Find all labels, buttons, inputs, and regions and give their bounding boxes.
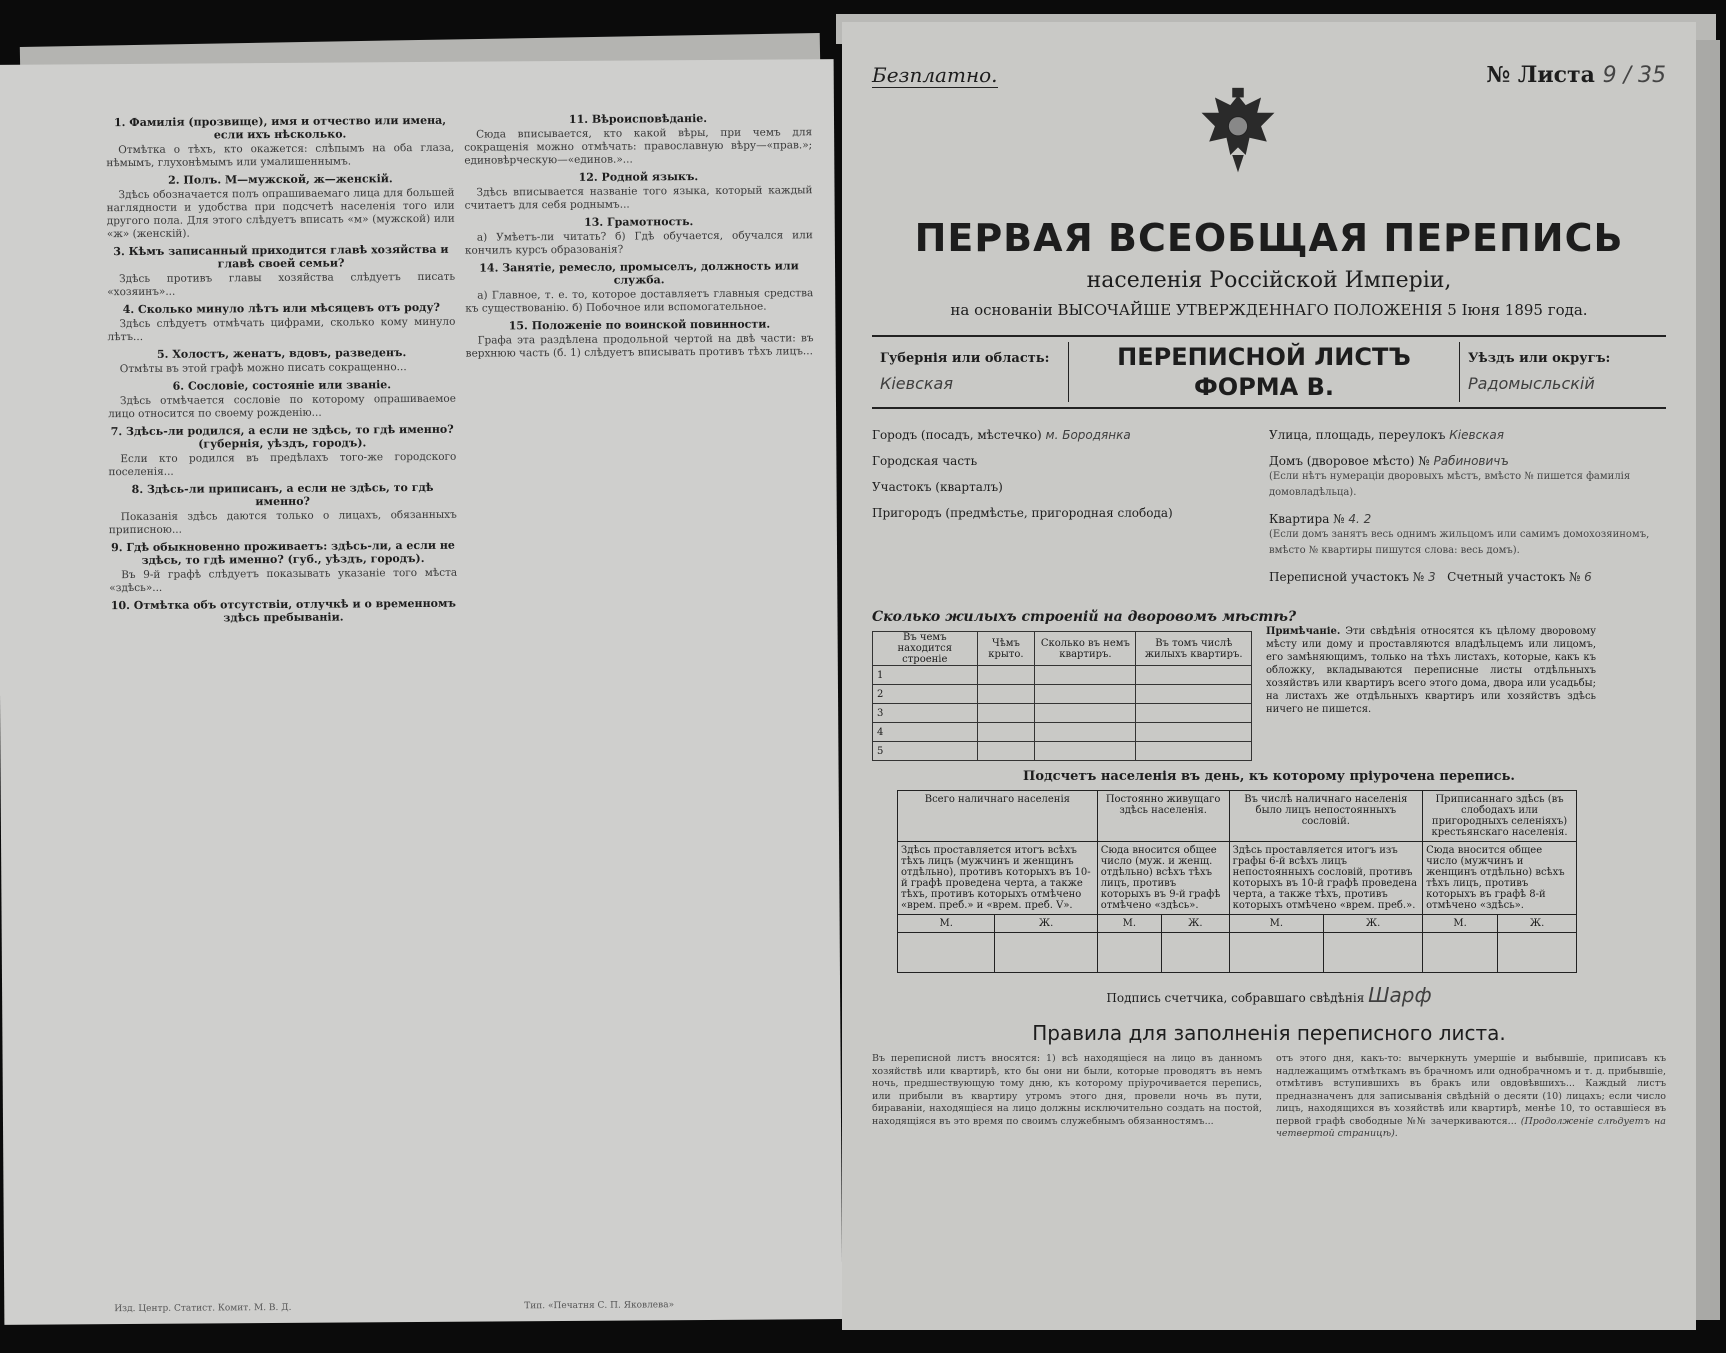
signature-label: Подпись счетчика, собравшаго свѣдѣнія	[1106, 991, 1365, 1005]
instruction-heading: 2. Полъ. М—мужской, ж—женскій.	[168, 172, 393, 187]
rules-column-1: Въ переписной листъ вносятся: 1) всѣ находящіеся на лицо въ данномъ хозяйствѣ или квартирѣ, кто бы они ни были, которые проводятъ въ немъ ночь, предшествующую тому дню, къ которому пріурочивается перепись, или прибыли въ квартиру утромъ этого дня, провели ночь въ пути, бираваніи, находящіеся на лицо должны исключительно создать на постой, находящіяся въ это время по своимъ служебнымъ обязанностямъ...	[872, 1053, 1262, 1127]
instruction-heading: 3. Кѣмъ записанный приходится главѣ хозяйства и главѣ своей семьи?	[113, 242, 449, 271]
count-header-1: Всего наличнаго населенія	[898, 791, 1098, 842]
dwellings-section	[872, 625, 1666, 761]
district-value: Радомысльскій	[1468, 374, 1595, 393]
city-part-label: Городская часть	[872, 454, 978, 468]
row-number: 5	[873, 742, 978, 761]
instruction-heading: 4. Сколько минуло лѣтъ или мѣсяцевъ отъ роду?	[122, 300, 441, 317]
form-header-bar	[872, 335, 1666, 409]
house-note: (Если нѣтъ нумераціи дворовыхъ мѣстъ, вмѣсто № пишется фамилія домовладѣльца).	[1269, 471, 1631, 498]
city-label: Городъ (посадъ, мѣстечко)	[872, 428, 1042, 442]
rules-column-2-text: отъ этого дня, какъ-то: вычеркнуть умершіе и выбывшіе, приписавъ къ надлежащимъ отмѣткамъ въ брачномъ или однобрачномъ и т. д. прибывшіе, отмѣтивъ вступившихъ въ бракъ или овдовѣвшихъ... Каждый листъ предназначенъ для записыванія свѣдѣній о десяти (10) лицахъ; если число лицъ, находящихся въ хозяйствѣ или квартирѣ, менѣе 10, то оставшіеся въ первой графѣ свободные №№ зачеркиваются...	[1276, 1053, 1666, 1127]
dwellings-table	[872, 631, 1252, 761]
instruction-heading: 13. Грамотность.	[584, 215, 694, 229]
male-label: М.	[898, 915, 995, 933]
row-number: 1	[873, 666, 978, 685]
city-value: м. Бородянка	[1045, 428, 1131, 442]
table-row	[873, 723, 1252, 742]
street-value: Кіевская	[1449, 428, 1504, 442]
instruction-heading: 9. Гдѣ обыкновенно проживаетъ: здѣсь-ли, а если не здѣсь, то гдѣ именно? (губ., уѣздъ, городъ).	[111, 538, 455, 567]
count-header-3: Въ числѣ наличнаго населенія было лицъ непостоянныхъ сословій.	[1229, 791, 1423, 842]
dwellings-table-header	[873, 632, 1252, 666]
row-number: 3	[873, 704, 978, 723]
row-number: 4	[873, 723, 978, 742]
imprint-right: Тип. «Печатня С. П. Яковлева»	[524, 1300, 675, 1312]
instruction-text: Въ 9-й графѣ слѣдуетъ показывать указаніе того мѣста «здѣсь»...	[109, 566, 458, 595]
dwellings-note	[1266, 625, 1596, 761]
instructions-column-2	[464, 107, 820, 1301]
apartment-label: Квартира №	[1269, 512, 1345, 526]
male-label: М.	[1097, 915, 1161, 933]
imprint-left: Изд. Центр. Статист. Комит. М. В. Д.	[114, 1302, 292, 1315]
right-page-census-form	[842, 22, 1696, 1330]
instruction-text: Отмѣты въ этой графѣ можно писать сокращенно...	[119, 361, 407, 376]
female-label: Ж.	[1498, 915, 1577, 933]
form-title	[1068, 342, 1460, 402]
instruction-text: Здѣсь вписывается названіе того языка, который каждый считаетъ для себя роднымъ...	[464, 184, 813, 212]
count-area-label: Счетный участокъ №	[1447, 570, 1581, 584]
street-label: Улица, площадь, переулокъ	[1269, 428, 1446, 442]
instruction-heading: 7. Здѣсь-ли родился, а если не здѣсь, то гдѣ именно? (губернія, уѣздъ, городъ).	[110, 422, 454, 451]
instruction-text: Показанія здѣсь даются только о лицахъ, обязанныхъ приписною...	[108, 508, 457, 537]
enumerator-signature	[872, 983, 1666, 1007]
count-desc-3: Здѣсь проставляется итогъ изъ графы 6-й всѣхъ лицъ непостоянныхъ сословій, противъ которыхъ въ 10-й графѣ проведена черта, а также тѣхъ, противъ которыхъ отмѣчено «врем. преб.».	[1229, 842, 1423, 915]
rules-text	[872, 1053, 1666, 1141]
population-count-table	[897, 790, 1577, 973]
province-label: Губернія или область:	[880, 351, 1050, 366]
instruction-text: а) Главное, т. е. то, которое доставляетъ главныя средства къ существованію. б) Побочное или вспомогательное.	[465, 287, 814, 315]
imperial-eagle-emblem	[1190, 84, 1286, 180]
instruction-text: Графа эта раздѣлена продольной чертой на двѣ части: въ верхнюю часть (б. 1) слѣдуетъ вписывать противъ тѣхъ лицъ...	[465, 332, 814, 360]
instructions-column-1	[106, 110, 462, 1304]
rules-column-2	[1276, 1053, 1666, 1141]
form-title-line-1: ПЕРЕПИСНОЙ ЛИСТЪ	[1117, 343, 1411, 371]
instruction-text: Здѣсь противъ главы хозяйства слѣдуетъ писать «хозяинъ»...	[107, 270, 456, 299]
sheet-number-value: 9 / 35	[1602, 63, 1666, 88]
rules-title: Правила для заполненія переписного листа.	[1032, 1021, 1506, 1045]
instruction-heading: 8. Здѣсь-ли приписанъ, а если не здѣсь, то гдѣ именно?	[131, 480, 434, 509]
census-basis: на основаніи ВЫСОЧАЙШЕ УТВЕРЖДЕННАГО ПОЛОЖЕНІЯ 5 Іюня 1895 года.	[950, 301, 1588, 319]
instruction-text: Отмѣтка о тѣхъ, кто окажется: слѣпымъ на оба глаза, нѣмымъ, глухонѣмымъ или умалишеннымъ.	[106, 141, 455, 170]
count-desc-4: Сюда вносится общее число (мужчинъ и женщинъ отдѣльно) всѣхъ тѣхъ лицъ, противъ которыхъ въ графѣ 8-й отмѣчено «здѣсь».	[1423, 842, 1577, 915]
table-row	[873, 742, 1252, 761]
count-area-value: 6	[1584, 570, 1592, 584]
instruction-heading: 1. Фамилія (прозвище), имя и отчество или имена, если ихъ нѣсколько.	[113, 113, 447, 142]
instruction-heading: 5. Холостъ, женатъ, вдовъ, разведенъ.	[156, 346, 407, 361]
dwell-header-3: Сколько въ немъ квартиръ.	[1035, 632, 1136, 666]
instruction-heading: 10. Отмѣтка объ отсутствіи, отлучкѣ и о временномъ здѣсь пребываніи.	[110, 596, 457, 625]
instruction-text: Сюда вписывается, кто какой вѣры, при чемъ для сокращенія можно отмѣчать: православную вѣру—«прав.»; единовѣрческую—«единов.»...	[464, 126, 813, 167]
population-count-title: Подсчетъ населенія въ день, къ которому пріурочена перепись.	[1023, 769, 1515, 784]
male-label: М.	[1229, 915, 1323, 933]
male-label: М.	[1423, 915, 1498, 933]
table-row	[873, 685, 1252, 704]
signature-value: Шарф	[1368, 983, 1432, 1007]
instruction-heading: 14. Занятіе, ремесло, промыселъ, должность или служба.	[479, 259, 799, 287]
rules-continuation: (Продолженіе слѣдуетъ на четвертой страницѣ).	[1276, 1115, 1666, 1139]
instruction-heading: 12. Родной языкъ.	[578, 170, 699, 184]
row-number: 2	[873, 685, 978, 704]
instruction-text: а) Умѣетъ-ли читать? б) Гдѣ обучается, обучался или кончилъ курсъ образованія?	[464, 229, 813, 257]
female-label: Ж.	[1162, 915, 1230, 933]
apartment-note: (Если домъ занятъ весь однимъ жильцомъ или самимъ домохозяиномъ, вмѣсто № квартиры пишутся слова: весь домъ).	[1269, 529, 1650, 556]
house-label: Домъ (дворовое мѣсто) №	[1269, 454, 1430, 468]
address-fields	[872, 417, 1666, 595]
instruction-heading: 11. Вѣроисповѣданіе.	[568, 111, 708, 126]
female-label: Ж.	[995, 915, 1097, 933]
instruction-text: Здѣсь обозначается полъ опрашиваемаго лица для большей наглядности и удобства при подсчетѣ населенія того или другого пола. Для этого слѣдуетъ вписать «м» (мужской) или «ж» (женскій).	[106, 186, 455, 241]
instruction-text: Если кто родился въ предѣлахъ того-же городского поселенія...	[108, 450, 457, 479]
district-label: Уѣздъ или округъ:	[1468, 351, 1611, 366]
note-label: Примѣчаніе.	[1266, 626, 1341, 637]
instruction-text	[110, 625, 458, 627]
count-header-2: Постоянно живущаго здѣсь населенія.	[1097, 791, 1229, 842]
table-row	[873, 704, 1252, 723]
census-title: ПЕРВАЯ ВСЕОБЩАЯ ПЕРЕПИСЬ	[914, 216, 1624, 260]
left-page-instructions	[0, 59, 842, 1325]
female-label: Ж.	[1324, 915, 1423, 933]
dwell-header-1: Въ чемъ находится строеніе	[873, 632, 978, 666]
sheet-number-label: № Листа	[1486, 62, 1595, 88]
census-subtitle: населенія Россійской Имперіи,	[1086, 268, 1452, 293]
dwell-header-2: Чѣмъ крыто.	[977, 632, 1035, 666]
enumeration-area-value: 3	[1427, 570, 1436, 584]
precinct-label: Участокъ (кварталъ)	[872, 480, 1003, 494]
instruction-text: Здѣсь слѣдуетъ отмѣчать цифрами, сколько кому минуло лѣтъ...	[107, 315, 456, 344]
enumeration-area-label: Переписной участокъ №	[1269, 570, 1425, 584]
instruction-text: Здѣсь отмѣчается сословіе по которому опрашиваемое лицо относится по своему рожденію...	[108, 392, 456, 421]
form-title-line-2: ФОРМА В.	[1193, 373, 1334, 401]
sheet-number	[1486, 62, 1666, 88]
house-value: Рабиновичъ	[1433, 454, 1509, 468]
apartment-value: 4. 2	[1348, 512, 1372, 526]
table-row	[873, 666, 1252, 685]
free-label: Безплатно.	[872, 62, 998, 87]
suburb-label: Пригородъ (предмѣстье, пригородная слобода)	[872, 506, 1173, 520]
instruction-heading: 15. Положеніе по воинской повинности.	[508, 317, 771, 333]
province-value: Кіевская	[880, 374, 953, 393]
note-text: Эти свѣдѣнія относятся къ цѣлому дворовому мѣсту или дому и проставляются владѣльцемъ или лицомъ, его замѣняющимъ, только на тѣхъ листахъ, которые, какъ къ обложку, вкладываются переписные листы отдѣльныхъ хозяйствъ или квартиръ всего этого дома, двора или усадьбы; на листахъ же отдѣльныхъ квартиръ или хозяйствъ здѣсь ничего не пишется.	[1266, 626, 1596, 715]
dwell-header-4: Въ томъ числѣ жилыхъ квартиръ.	[1136, 632, 1252, 666]
count-desc-1: Здѣсь проставляется итогъ всѣхъ тѣхъ лицъ (мужчинъ и женщинъ отдѣльно), противъ которыхъ въ 10-й графѣ проведена черта, а также тѣхъ, противъ которыхъ отмѣчено «врем. преб.» и «врем. преб. V».	[898, 842, 1098, 915]
dwellings-question: Сколько жилыхъ строеній на дворовомъ мѣстѣ?	[872, 609, 1297, 625]
count-header-4: Приписаннаго здѣсь (въ слободахъ или пригородныхъ селеніяхъ) крестьянскаго населенія.	[1423, 791, 1577, 842]
instruction-heading: 6. Сословіе, состояніе или званіе.	[172, 378, 392, 393]
count-desc-2: Сюда вносится общее число (муж. и женщ. отдѣльно) всѣхъ тѣхъ лицъ, противъ которыхъ въ 9-й графѣ отмѣчено «здѣсь».	[1097, 842, 1229, 915]
